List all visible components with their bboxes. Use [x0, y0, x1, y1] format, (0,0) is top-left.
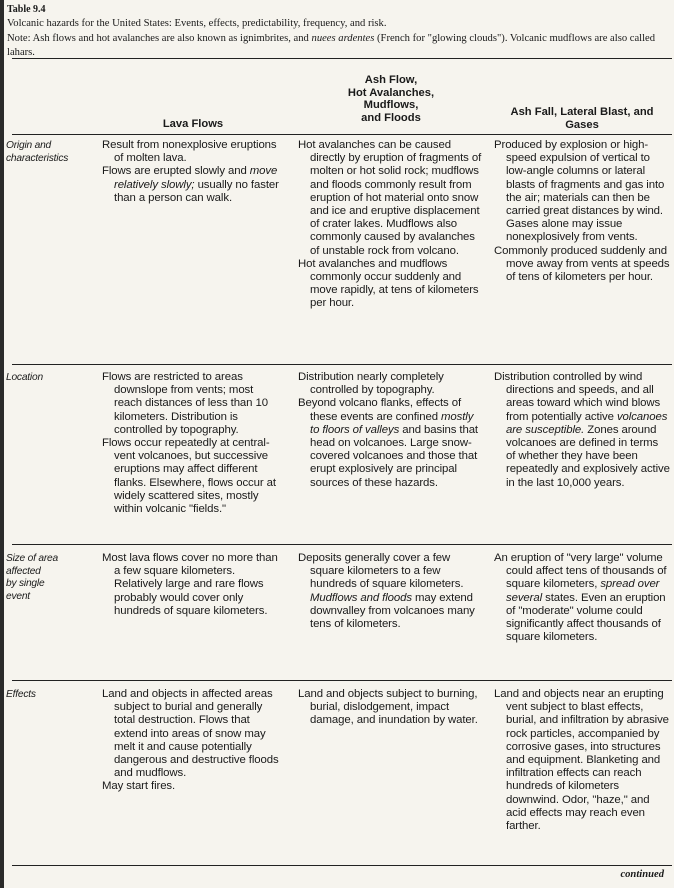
cell-paragraph	[102, 165, 284, 205]
text-segment: Distribution controlled by wind directions and speeds, and all areas toward which wind blows from potentially active	[494, 371, 661, 423]
cell-paragraph: Land and objects near an erupting vent subject to blast effects, burial, and infiltration by abrasive rock particles, accompanied by corrosive gases, into structures and equipment. Blanketing and infiltration effects can reach hundreds of kilometers downwind. Odor, "haze," and acid effects may reach even farther.	[494, 688, 669, 833]
cell-paragraph: May start fires.	[102, 780, 176, 793]
cell-paragraph	[494, 371, 670, 490]
column-header-line: Ash Flow,	[364, 74, 418, 86]
note-prefix: Note: Ash flows and hot avalanches are also known as ignimbrites, and	[7, 32, 312, 44]
row-label-line: affected	[6, 565, 41, 577]
text-segment: Flows are erupted slowly and	[102, 165, 250, 178]
row-label-effects	[6, 689, 90, 702]
text-segment: Zones around volcanoes are defined in terms of whether they have been repeatedly and explosively active in the last 10,000 years.	[506, 423, 670, 489]
row-label-line: Effects	[6, 689, 36, 700]
cell-paragraph: Flows occur repeatedly at central-vent volcanoes, but successive eruptions may affect different flanks. Elsewhere, flows occur at widely scattered sites, mostly within volcanic "fields."	[102, 437, 276, 516]
cell-paragraph: Result from nonexplosive eruptions of molten lava.	[102, 139, 277, 165]
row-label-line: by single	[6, 578, 45, 589]
text-segment: states. Even an eruption of "moderate" volume could significantly affect thousands of square kilometers.	[506, 591, 666, 644]
cell-location-ash-fall	[494, 371, 670, 490]
row-label-origin	[6, 140, 90, 165]
column-header-line: Gases	[565, 118, 599, 131]
note-suffix: (French for "glowing clouds"). Volcanic mudflows are also called lahars.	[7, 32, 656, 59]
column-header-line: Lava Flows	[162, 118, 224, 130]
row-rule-3	[12, 680, 672, 681]
cell-paragraph	[494, 552, 670, 644]
cell-paragraph	[298, 397, 484, 489]
cell-paragraph	[298, 552, 484, 631]
column-header-line: Hot Avalanches,	[347, 86, 435, 99]
table-caption	[7, 3, 667, 61]
cell-paragraph: Flows are restricted to areas downslope from vents; most reach distances of less than 10 kilometers. Distribution is controlled by topography.	[102, 371, 268, 436]
italic-emphasis: Mudflows and floods	[310, 591, 412, 604]
cell-paragraph: Hot avalanches can be caused directly by eruption of fragments of molten or hot solid rock; mudflows and floods commonly result from eruption of hot material onto snow and ice and eruptive displacement of crater lakes. Mudflows also commonly caused by avalanches of unstable rock from volcano.	[298, 139, 482, 257]
row-rule-1	[12, 364, 672, 365]
column-header-lava-flows	[102, 118, 284, 131]
cell-effects-ash-flow	[298, 688, 484, 728]
cell-paragraph: Commonly produced suddenly and move away from vents at speeds of tens of kilometers per hour.	[494, 244, 670, 284]
cell-size-lava-flows	[102, 552, 284, 618]
text-segment: may extend downvalley from volcanoes many tens of kilometers.	[310, 591, 475, 631]
cell-paragraph: Produced by explosion or high-speed expulsion of vertical to low-angle columns or lateral blasts of fragments and gas into the air; materials can then be carried great distances by wind. Gases alone may issue nonexplosively from vents.	[494, 139, 665, 244]
italic-emphasis: mostly to floors of valleys	[310, 410, 474, 436]
text-segment: and basins that head on volcanoes. Large snow-covered volcanoes and those that erupt explosively are principal sources of these hazards.	[310, 423, 478, 489]
italic-emphasis: move relatively slowly;	[114, 165, 278, 191]
italic-emphasis: volcanoes are susceptible.	[506, 410, 668, 436]
table-title: Volcanic hazards for the United States: Events, effects, predictability, frequency, and risk.	[7, 18, 387, 30]
continued-label: continued	[620, 869, 664, 880]
cell-location-lava-flows	[102, 371, 284, 516]
cell-origin-lava-flows	[102, 139, 284, 205]
note-italic-term: nuees ardentes	[311, 32, 375, 44]
header-rule	[12, 134, 672, 135]
row-label-line: Location	[6, 372, 43, 383]
table-top-rule	[12, 58, 672, 59]
cell-effects-ash-fall	[494, 688, 670, 833]
row-label-location	[6, 372, 90, 385]
cell-paragraph: Distribution nearly completely controlled by topography.	[298, 371, 444, 397]
cell-size-ash-fall	[494, 552, 670, 644]
text-segment: usually no faster than a person can walk.	[114, 178, 279, 204]
table-bottom-rule	[12, 865, 672, 866]
row-rule-2	[12, 544, 672, 545]
cell-effects-lava-flows	[102, 688, 284, 794]
row-label-size-of-area	[6, 553, 90, 603]
column-header-line: Ash Fall, Lateral Blast, and	[510, 106, 654, 118]
cell-size-ash-flow	[298, 552, 484, 631]
cell-paragraph: Land and objects subject to burning, burial, dislodgement, impact damage, and inundation by water.	[298, 688, 478, 727]
text-segment: An eruption of "very large" volume could affect tens of thousands of square kilometers,	[494, 552, 667, 591]
text-segment: Deposits generally cover a few square kilometers to a few hundreds of square kilometers.	[298, 552, 464, 591]
column-header-line: Mudflows,	[363, 99, 419, 112]
row-label-line: characteristics	[6, 152, 69, 164]
page-binding-edge	[0, 0, 4, 888]
text-segment: Beyond volcano flanks, effects of these events are confined	[298, 397, 462, 423]
column-header-ash-fall-gases	[494, 106, 670, 131]
column-header-line: and Floods	[361, 111, 421, 124]
column-header-ash-flow-mudflows	[298, 74, 484, 124]
table-number: Table 9.4	[7, 4, 46, 15]
table-note	[7, 32, 667, 61]
cell-origin-ash-flow	[298, 139, 484, 311]
row-label-line: Origin and	[6, 140, 52, 151]
italic-emphasis: spread over several	[506, 578, 660, 604]
cell-paragraph: Hot avalanches and mudflows commonly occur suddenly and move rapidly, at tens of kilometers per hour.	[298, 257, 479, 310]
row-label-line: event	[6, 590, 30, 602]
cell-location-ash-flow	[298, 371, 484, 490]
row-label-line: Size of area	[6, 553, 58, 564]
cell-origin-ash-fall	[494, 139, 670, 284]
cell-paragraph: Most lava flows cover no more than a few square kilometers. Relatively large and rare flows probably would cover only hundreds of square kilometers.	[102, 552, 278, 617]
cell-paragraph: Land and objects in affected areas subject to burial and generally total destruction. Flows that extend into areas of snow may melt it and cause potentially dangerous and destructive floods and mudflows.	[102, 688, 279, 780]
